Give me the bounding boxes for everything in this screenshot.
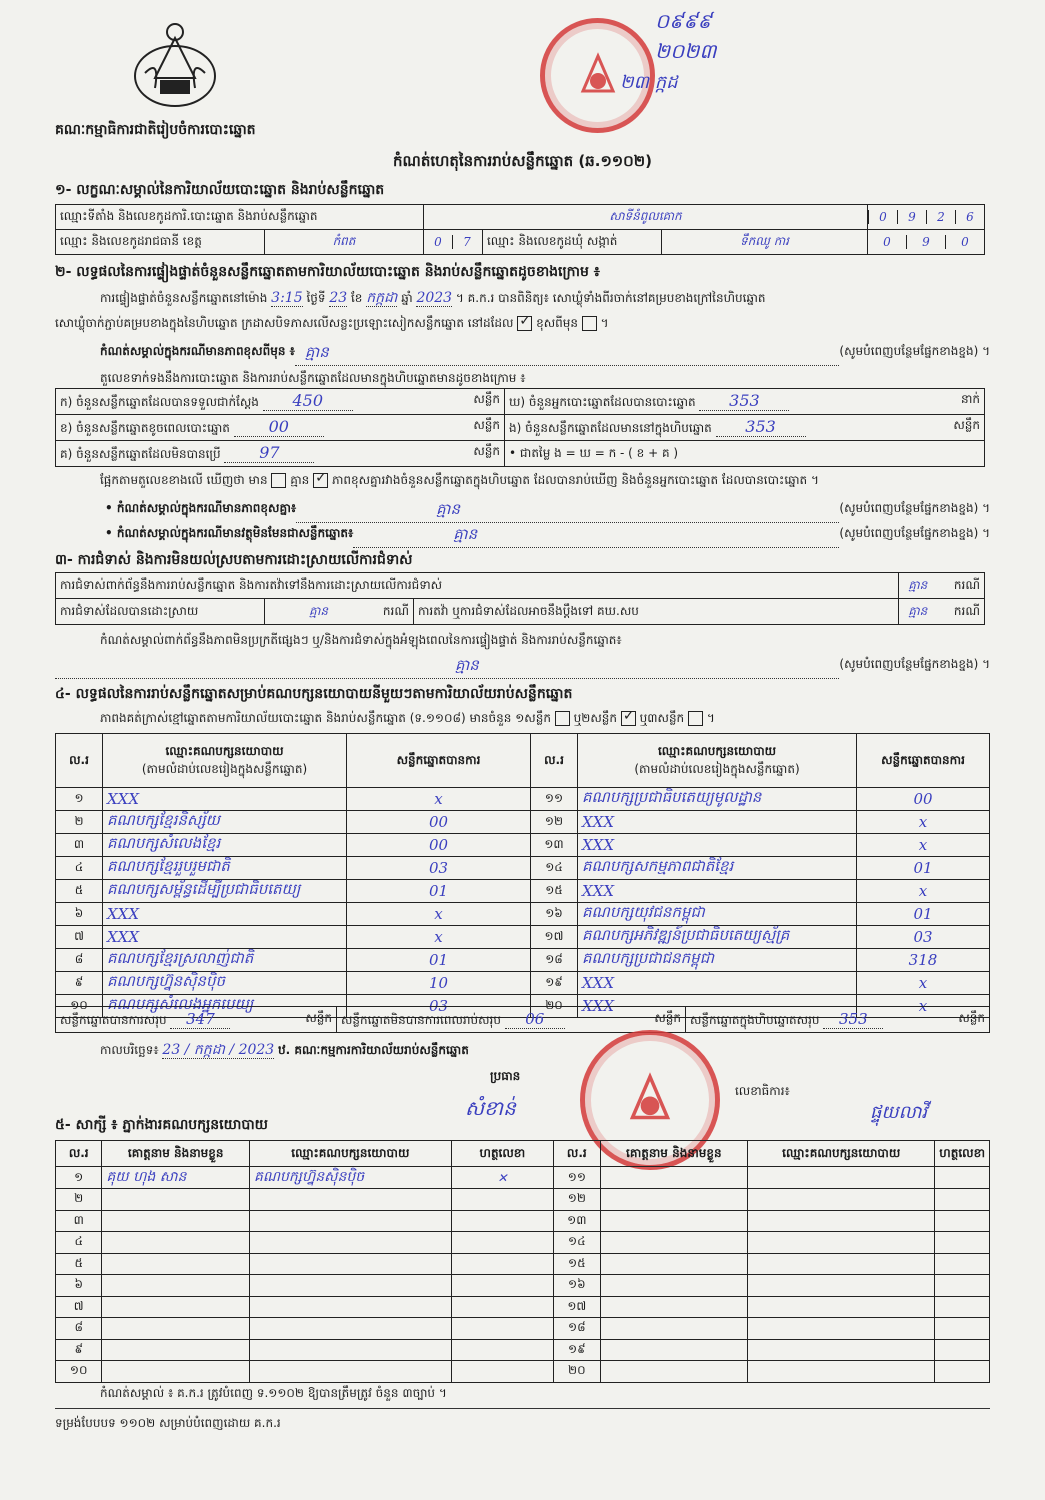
results-totals <box>55 1006 990 1033</box>
party-number: ១៦ <box>531 903 578 926</box>
figure-a: ក) ចំនួនសន្លឹកឆ្នោតដែលបានទទួលជាក់ស្តែង 450 សន្លឹក <box>56 389 505 415</box>
witness-name-field[interactable] <box>600 1361 748 1383</box>
figure-d-value: 353 <box>699 391 789 411</box>
section3-title: ៣- ការជំទាស់ និងការមិនយល់ស្របតាមការដោះស្រាយលើការជំទាស់ <box>55 552 413 568</box>
president-label: ប្រធាន <box>490 1069 521 1083</box>
witness-number: ១៣ <box>554 1210 600 1232</box>
witness-number: ១៤ <box>554 1232 600 1254</box>
party-name: គណបក្សខ្មែរស្រលាញ់ជាតិ <box>103 949 347 972</box>
witness-signature-field[interactable] <box>935 1232 990 1254</box>
witness-signature-field[interactable] <box>451 1253 553 1275</box>
table-row <box>56 1318 990 1340</box>
figure-d: ឃ) ចំនួនអ្នកបោះឆ្នោតដែលបានបោះឆ្នោត 353 នាក់ <box>505 389 985 415</box>
party-number: ៦ <box>56 903 103 926</box>
resolved-label: ការជំទាស់ដែលបានដោះស្រាយ <box>56 599 265 625</box>
objection-label: ការជំទាស់ពាក់ព័ន្ធនឹងការរាប់សន្លឹកឆ្នោត និងការតវ៉ាទៅនឹងការដោះស្រាយលើការជំទាស់ <box>56 573 899 599</box>
witness-signature-field[interactable] <box>451 1232 553 1254</box>
total-box-value: 353 <box>823 1010 883 1029</box>
witness-number: ១០ <box>56 1361 102 1383</box>
witness-signature-field[interactable] <box>935 1275 990 1297</box>
has-difference-checkbox[interactable] <box>271 473 286 488</box>
witness-signature-field[interactable] <box>935 1210 990 1232</box>
witness-signature-field[interactable] <box>451 1318 553 1340</box>
section5-note: កំណត់សម្គាល់ ៖ គ.ក.រ ត្រូវបំពេញ ទ.១១០២ ឱ្យបានត្រឹមត្រូវ ចំនួន ៣ច្បាប់ ។ <box>100 1386 447 1400</box>
tally-sheet-line: ភាពងគត់ក្រាស់ខ្មៅឆ្នោតតាមការិយាល័យបោះឆ្នោត និងរាប់សន្លឹកឆ្នោត (ទ.១១០៨) មានចំនួន ១សន្លឹក ឬ២សន្លឹក ✓ ឬ៣សន្លឹក ។ <box>100 710 715 728</box>
party-number: ៤ <box>56 857 103 880</box>
table-row <box>56 1167 990 1189</box>
party-votes: x <box>347 788 531 811</box>
witness-number: ១៩ <box>554 1339 600 1361</box>
commune-label: ឈ្មោះ និងលេខកូដឃុំ សង្កាត់ <box>483 230 662 255</box>
party-votes: 03 <box>347 857 531 880</box>
figure-a-value: 450 <box>263 391 353 411</box>
witness-party-field[interactable] <box>748 1210 935 1232</box>
results-body <box>56 788 990 1018</box>
party-number: ១៤ <box>531 857 578 880</box>
figure-c-value: 97 <box>224 443 314 463</box>
witness-signature-field[interactable] <box>935 1167 990 1189</box>
witness-number: ១៧ <box>554 1296 600 1318</box>
appeal-value: គ្មាន <box>899 599 936 625</box>
table-row <box>56 811 990 834</box>
witness-name-field[interactable] <box>102 1318 250 1340</box>
location-value: សាទីនំពូលគោក <box>424 205 868 230</box>
party-name: XXX <box>578 834 857 857</box>
party-votes: 03 <box>857 926 990 949</box>
three-sheet-checkbox[interactable] <box>688 711 703 726</box>
verification-line-1: ការផ្ទៀងផ្ទាត់ចំនួនសន្លឹកឆ្នោតនៅម៉ោង 3:15 ថ្ងៃទី 23 ខែ កក្កដា ឆ្នាំ 2023 ។ គ.ក.រ បានពិនិត្យ៖ សោឃ្លុំទាំងពីរចាក់នៅគម្របខាងក្រៅនៃហិបឆ្នោត <box>100 290 766 306</box>
witness-party-field[interactable] <box>250 1296 452 1318</box>
witness-party-field[interactable] <box>250 1189 452 1211</box>
irregularity-note-value: គ្មាន <box>55 656 839 679</box>
stamp-handwriting-3: ២៣ ក្កដ <box>620 72 678 93</box>
witness-number: ១ <box>56 1167 102 1189</box>
resolved-cell: គ្មាន ករណី <box>265 599 414 625</box>
party-number: ៨ <box>56 949 103 972</box>
party-number: ១៥ <box>531 880 578 903</box>
party-votes: 01 <box>857 857 990 880</box>
location-label: ឈ្មោះទីតាំង និងលេខកូដការិ.បោះឆ្នោត និងរាប់សន្លឹកឆ្នោត <box>56 205 424 230</box>
footer-divider <box>55 1408 990 1409</box>
party-name: គណបក្សសំលេងខ្មែរ <box>103 834 347 857</box>
witness-party-field[interactable] <box>748 1232 935 1254</box>
section4-title: ៤- លទ្ធផលនៃការរាប់សន្លឹកឆ្នោតសម្រាប់គណបក្សនយោបាយនីមួយៗតាមការិយាល័យរាប់សន្លឹកឆ្នោត <box>55 686 573 702</box>
total-valid: សន្លឹកឆ្នោតបានការសរុប 347 សន្លឹក <box>56 1007 337 1033</box>
figure-c: គ) ចំនួនសន្លឹកឆ្នោតដែលមិនបានប្រើ 97 សន្លឹក <box>56 441 505 467</box>
witness-number: ៥ <box>56 1253 102 1275</box>
party-number: ១១ <box>531 788 578 811</box>
party-votes: 00 <box>347 834 531 857</box>
witness-party-field[interactable] <box>748 1296 935 1318</box>
witness-signature-field[interactable] <box>451 1189 553 1211</box>
witness-signature-field[interactable] <box>451 1339 553 1361</box>
object-note-value: គ្មាន <box>353 525 839 548</box>
party-number: ១០ <box>56 995 103 1018</box>
no-difference-checkbox[interactable] <box>313 473 328 488</box>
witness-name-field[interactable] <box>600 1275 748 1297</box>
party-name: XXX <box>578 972 857 995</box>
witness-party-field[interactable] <box>250 1339 452 1361</box>
witness-name-field[interactable] <box>102 1210 250 1232</box>
party-number: ៧ <box>56 926 103 949</box>
total-invalid: សន្លឹកឆ្នោតមិនបានការពេលរាប់សរុប 06 សន្លឹក <box>337 1007 686 1033</box>
party-number: ១ <box>56 788 103 811</box>
figure-e-value: 353 <box>716 417 806 437</box>
witness-number: ២០ <box>554 1361 600 1383</box>
party-number: ១៧ <box>531 926 578 949</box>
witness-name: គុយ ហុង សាន <box>102 1167 250 1189</box>
witness-table: ល.រ គោត្តនាម និងនាមខ្លួន ឈ្មោះគណបក្សនយោបាយ ហត្ថលេខា ល.រ គោត្តនាម និងនាមខ្លួន ឈ្មោះគណបក្សនយោបាយ ហត្ថលេខា ១ គុយ ហុង សាន គណបក្សហ្វ៊ុនស៊ិនប៉ិច ✕ ១១ ២ ១២ ៣ ១៣ ៤ ១៤ ៥ ១៥ ៦ ១៦ ៧ ១៧ ៨ ១៨ ៩ ១៩ ១០ ២០ <box>55 1140 990 1383</box>
province-code: 0 7 <box>424 230 483 255</box>
witness-number: ១៦ <box>554 1275 600 1297</box>
party-name: គណបក្សប្រជាជនកម្ពុជា <box>578 949 857 972</box>
section3-table: ការជំទាស់ពាក់ព័ន្ធនឹងការរាប់សន្លឹកឆ្នោត និងការតវ៉ាទៅនឹងការដោះស្រាយលើការជំទាស់ គ្មាន ករណី ការជំទាស់ដែលបានដោះស្រាយ គ្មាន ករណី ការតវ៉ា ឬការជំទាស់ដែលអាចនឹងប្តឹងទៅ គឃ.សប គ្មាន ករណី <box>55 572 985 625</box>
witness-signature-field[interactable] <box>451 1361 553 1383</box>
witness-name-field[interactable] <box>600 1318 748 1340</box>
witness-name-field[interactable] <box>600 1189 748 1211</box>
table-row <box>56 1339 990 1361</box>
witness-name-field[interactable] <box>600 1167 748 1189</box>
figures-intro: តួលេខទាក់ទងនឹងការបោះឆ្នោត និងការរាប់សន្លឹកឆ្នោតដែលមានក្នុងហិបឆ្នោតមានដូចខាងក្រោម ៖ <box>100 371 526 385</box>
section1-title: ១- លក្ខណៈសម្គាល់នៃការិយាល័យបោះឆ្នោត និងរាប់សន្លឹកឆ្នោត <box>55 182 385 198</box>
party-number: ១៣ <box>531 834 578 857</box>
secretary-label: លេខាធិការ៖ <box>735 1084 790 1098</box>
witness-party-field[interactable] <box>748 1189 935 1211</box>
stamp-handwriting-2: ២០២៣ <box>655 39 717 63</box>
witness-party-field[interactable] <box>250 1210 452 1232</box>
party-name: គណបក្សសកម្មភាពជាតិខ្មែរ <box>578 857 857 880</box>
party-name: គណបក្សសម្ព័ន្ធដើម្បីប្រជាធិបតេយ្យ <box>103 880 347 903</box>
witness-party-field[interactable] <box>250 1361 452 1383</box>
witness-signature-field[interactable] <box>935 1296 990 1318</box>
party-votes: x <box>857 995 990 1018</box>
witness-number: ១៨ <box>554 1318 600 1340</box>
witness-name-field[interactable] <box>600 1253 748 1275</box>
commune-value: ទឹកឈូ ការ <box>662 230 868 255</box>
table-row <box>56 949 990 972</box>
party-number: ៣ <box>56 834 103 857</box>
section5-title: ៥- សាក្សី ៖ ភ្នាក់ងារគណបក្សនយោបាយ <box>55 1117 269 1133</box>
party-number: ២០ <box>531 995 578 1018</box>
table-row <box>56 1275 990 1297</box>
party-votes: 01 <box>347 949 531 972</box>
witness-signature-field[interactable] <box>935 1189 990 1211</box>
witness-party-field[interactable] <box>748 1361 935 1383</box>
witness-number: ១៥ <box>554 1253 600 1275</box>
table-row <box>56 1296 990 1318</box>
party-name: XXX <box>103 926 347 949</box>
party-name: XXX <box>578 880 857 903</box>
party-votes: 03 <box>347 995 531 1018</box>
verification-year: 2023 <box>416 290 453 306</box>
witness-signature-field[interactable] <box>451 1210 553 1232</box>
table-row <box>56 926 990 949</box>
diff-note-row: • កំណត់សម្គាល់ក្នុងករណីមានភាពខុសគ្នា៖ គ្មាន (សូមបំពេញបន្ថែមផ្នែកខាងខ្នង) ។ <box>105 500 990 523</box>
verification-month: កក្កដា <box>366 290 398 306</box>
party-votes: x <box>857 880 990 903</box>
party-name: គណបក្សយុវជនកម្ពុជា <box>578 903 857 926</box>
witness-signature-field[interactable] <box>451 1275 553 1297</box>
intact-checkbox[interactable] <box>517 316 532 331</box>
party-name: គណបក្សខ្មែរនិស្ស័យ <box>103 811 347 834</box>
province-label: ឈ្មោះ និងលេខកូដរាជធានី ខេត្ត <box>56 230 265 255</box>
changed-checkbox[interactable] <box>582 316 597 331</box>
party-votes: x <box>347 903 531 926</box>
party-votes: 10 <box>347 972 531 995</box>
party-name: XXX <box>578 811 857 834</box>
section2-title: ២- លទ្ធផលនៃការផ្ទៀងផ្ទាត់ចំនួនសន្លឹកឆ្នោតតាមការិយាល័យបោះឆ្នោត និងរាប់សន្លឹកឆ្នោតដូចខាងក្រោម ៖ <box>55 264 600 280</box>
party-name: XXX <box>103 788 347 811</box>
verification-day: 23 <box>329 290 348 306</box>
party-votes: 01 <box>857 903 990 926</box>
witness-number: ៣ <box>56 1210 102 1232</box>
table-row <box>56 1232 990 1254</box>
commune-code: 0 9 0 <box>868 230 985 255</box>
figure-b: ខ) ចំនួនសន្លឹកឆ្នោតខូចពេលបោះឆ្នោត 00 សន្លឹក <box>56 415 505 441</box>
table-row <box>56 880 990 903</box>
witness-signature-field[interactable] <box>935 1253 990 1275</box>
witness-party-field[interactable] <box>250 1232 452 1254</box>
objection-value: គ្មាន <box>899 573 936 599</box>
emblem-logo <box>130 18 220 113</box>
witness-number: ៨ <box>56 1318 102 1340</box>
party-name: គណបក្សហ្វ៊ុនស៊ិនប៉ិច <box>103 972 347 995</box>
party-votes: 01 <box>347 880 531 903</box>
table-row <box>56 788 990 811</box>
party-name: គណបក្សខ្មែររួបរួមជាតិ <box>103 857 347 880</box>
party-votes: x <box>857 972 990 995</box>
committee-name: គណៈកម្មាធិការជាតិរៀបចំការបោះឆ្នោត <box>55 122 256 138</box>
resolved-value: គ្មាន <box>309 603 329 618</box>
party-votes: 00 <box>857 788 990 811</box>
irregularity-note-row: គ្មាន (សូមបំពេញបន្ថែមផ្នែកខាងខ្នង) ។ <box>55 656 990 679</box>
witness-number: ៦ <box>56 1275 102 1297</box>
results-table: ល.រ ឈ្មោះគណបក្សនយោបាយ (តាមលំដាប់លេខរៀងក្នុងសន្លឹកឆ្នោត) សន្លឹកឆ្នោតបានការ ល.រ ឈ្មោះគណបក្សនយោបាយ (តាមលំដាប់លេខរៀងក្នុងសន្លឹកឆ្នោត) សន្លឹកឆ្នោតបានការ ១ XXX x ១១ គណបក្សប្រជាធិបតេយ្យមូលដ្ឋាន 00 ២ គណបក្សខ្មែរនិស្ស័យ 00 ១២ XXX x ៣ គណបក្សសំលេងខ្មែរ 00 ១៣ XXX x ៤ គណបក្សខ្មែររួបរួមជាតិ 03 ១៤ គណបក្សសកម្មភាពជាតិខ្មែរ 01 ៥ គណបក្សសម្ព័ន្ធដើម្បីប្រជាធិបតេយ្យ 01 ១៥ XXX x ៦ XXX x ១៦ គណបក្សយុវជនកម្ពុជា 01 ៧ XXX x ១៧ គណបក្សអភិវឌ្ឍន៍ប្រជាធិបតេយ្យស្ម័គ្រ 03 ៨ គណបក្សខ្មែរស្រលាញ់ជាតិ 01 ១៨ គណបក្សប្រជាជនកម្ពុជា 318 ៩ គណបក្សហ្វ៊ុនស៊ិនប៉ិច 10 ១៩ XXX x ១០ គណបក្សសំលេងអ្នកបេយ្យ 03 ២០ XXX x <box>55 733 990 1018</box>
party-name: XXX <box>103 903 347 926</box>
secretary-signature: ផ្ទុយលាវី <box>870 1102 928 1123</box>
witness-name-field[interactable] <box>600 1232 748 1254</box>
witness-name-field[interactable] <box>102 1361 250 1383</box>
party-votes: x <box>347 926 531 949</box>
table-row <box>56 1253 990 1275</box>
compare-line: ផ្អែកតាមតួលេខខាងលើ ឃើញថា មាន គ្មាន ✓ ភាពខុសគ្នារវាងចំនួនសន្លឹកឆ្នោតក្នុងហិបឆ្នោត ដែលបានរាប់ឃើញ និងចំនួនអ្នកបោះឆ្នោត ដែលបានបោះឆ្នោត ។ <box>100 472 990 490</box>
witness-signature-field[interactable]: ✕ <box>451 1167 553 1189</box>
witness-number: ៩ <box>56 1339 102 1361</box>
date-line: កាលបរិច្ឆេទ៖ 23 / កក្កដា / 2023 ឋ. គណៈកម្មការការិយាល័យរាប់សន្លឹកឆ្នោត <box>100 1042 469 1058</box>
witness-party-field[interactable] <box>250 1253 452 1275</box>
witness-signature-field[interactable] <box>451 1296 553 1318</box>
table-row <box>56 903 990 926</box>
irregularity-note-label: កំណត់សម្គាល់ពាក់ព័ន្ធនឹងភាពមិនប្រក្រតីផ្សេងៗ ឬ/និងការជំទាស់ក្នុងអំឡុងពេលនៃការផ្ទៀងផ្ទាត់ និងការរាប់សន្លឹកឆ្នោត៖ <box>100 633 622 647</box>
witness-signature-field[interactable] <box>935 1339 990 1361</box>
table-row <box>56 972 990 995</box>
witness-name-field[interactable] <box>102 1232 250 1254</box>
figure-b-value: 00 <box>234 417 324 437</box>
witness-body <box>56 1167 990 1383</box>
table-row <box>56 1361 990 1383</box>
party-votes: x <box>857 834 990 857</box>
total-invalid-value: 06 <box>505 1010 565 1029</box>
province-value: កំពត <box>265 230 424 255</box>
verification-time: 3:15 <box>271 290 303 306</box>
witness-number: ១១ <box>554 1167 600 1189</box>
two-sheet-checkbox[interactable] <box>621 711 636 726</box>
party-number: ១៨ <box>531 949 578 972</box>
witness-number: ៤ <box>56 1232 102 1254</box>
total-valid-value: 347 <box>170 1010 230 1029</box>
witness-name-field[interactable] <box>600 1339 748 1361</box>
appeal-label: ការតវ៉ា ឬការជំទាស់ដែលអាចនឹងប្តឹងទៅ គឃ.សប <box>414 599 899 625</box>
one-sheet-checkbox[interactable] <box>555 711 570 726</box>
witness-party-field[interactable] <box>250 1275 452 1297</box>
president-signature: សំខាន់ <box>465 1096 516 1120</box>
witness-name-field[interactable] <box>600 1210 748 1232</box>
party-name: គណបក្សអភិវឌ្ឍន៍ប្រជាធិបតេយ្យស្ម័គ្រ <box>578 926 857 949</box>
total-box: សន្លឹកឆ្នោតក្នុងហិបឆ្នោតសរុប 353 សន្លឹក <box>686 1007 990 1033</box>
witness-name-field[interactable] <box>102 1275 250 1297</box>
party-votes: 00 <box>347 811 531 834</box>
section1-table <box>55 204 985 255</box>
witness-party-field[interactable] <box>748 1339 935 1361</box>
party-number: ១៩ <box>531 972 578 995</box>
witness-number: ២ <box>56 1189 102 1211</box>
witness-signature-field[interactable] <box>935 1318 990 1340</box>
difference-note-row: កំណត់សម្គាល់ក្នុងករណីមានភាពខុសពីមុន ៖ គ្មាន (សូមបំពេញបន្ថែមផ្នែកខាងខ្នង) ។ <box>100 343 990 366</box>
witness-party: គណបក្សហ្វ៊ុនស៊ិនប៉ិច <box>250 1167 452 1189</box>
witness-party-field[interactable] <box>748 1318 935 1340</box>
form-title: កំណត់ហេតុនៃការរាប់សន្លឹកឆ្នោត (ឆ.១១០២) <box>392 152 652 170</box>
party-name: គណបក្សសំលេងអ្នកបេយ្យ <box>103 995 347 1018</box>
witness-party-field[interactable] <box>250 1318 452 1340</box>
table-row <box>56 834 990 857</box>
witness-number: ១២ <box>554 1189 600 1211</box>
witness-number: ៧ <box>56 1296 102 1318</box>
party-number: ១២ <box>531 811 578 834</box>
table-row <box>56 857 990 880</box>
party-votes: x <box>857 811 990 834</box>
party-number: ៩ <box>56 972 103 995</box>
difference-note-value: គ្មាន <box>295 343 840 366</box>
witness-party-field[interactable] <box>748 1167 935 1189</box>
figures-table <box>55 388 985 467</box>
party-name: XXX <box>578 995 857 1018</box>
witness-signature-field[interactable] <box>935 1361 990 1383</box>
party-number: ២ <box>56 811 103 834</box>
diff-note-value: គ្មាន <box>296 500 839 523</box>
date-value: 23 / កក្កដា / 2023 <box>162 1042 275 1058</box>
party-number: ៥ <box>56 880 103 903</box>
witness-name-field[interactable] <box>600 1296 748 1318</box>
figure-formula: • ជាតម្លៃ ង = ឃ = ក - ( ខ + គ ) <box>505 441 985 467</box>
location-code: 0 9 2 6 <box>868 205 985 230</box>
witness-party-field[interactable] <box>748 1275 935 1297</box>
table-row <box>56 1210 990 1232</box>
witness-name-field[interactable] <box>102 1296 250 1318</box>
table-row <box>56 1189 990 1211</box>
object-note-row: • កំណត់សម្គាល់ក្នុងករណីមានវត្ថុមិនមែនជាសន្លឹកឆ្នោត៖ គ្មាន (សូមបំពេញបន្ថែមផ្នែកខាងខ្នង) ។ <box>105 525 990 548</box>
witness-name-field[interactable] <box>102 1253 250 1275</box>
party-votes: 318 <box>857 949 990 972</box>
party-name: គណបក្សប្រជាធិបតេយ្យមូលដ្ឋាន <box>578 788 857 811</box>
witness-name-field[interactable] <box>102 1339 250 1361</box>
witness-name-field[interactable] <box>102 1189 250 1211</box>
stamp-handwriting-1: ០៩៩៩ <box>655 9 712 33</box>
footer-text: ទម្រង់បែបបទ ១១០២ សម្រាប់បំពេញដោយ គ.ក.រ <box>55 1416 281 1430</box>
witness-party-field[interactable] <box>748 1253 935 1275</box>
verification-line-2: សោឃ្លុំចាក់ភ្ជាប់គម្របខាងក្នុងនៃហិបឆ្នោត ក្រដាសបិទភាសលើសន្លះប្រឡោះសៀកសន្លឹកឆ្នោត នៅដដែល ✓ ខុសពីមុន ។ <box>55 315 990 333</box>
figure-e: ង) ចំនួនសន្លឹកឆ្នោតដែលមាននៅក្នុងហិបឆ្នោត 353 សន្លឹក <box>505 415 985 441</box>
